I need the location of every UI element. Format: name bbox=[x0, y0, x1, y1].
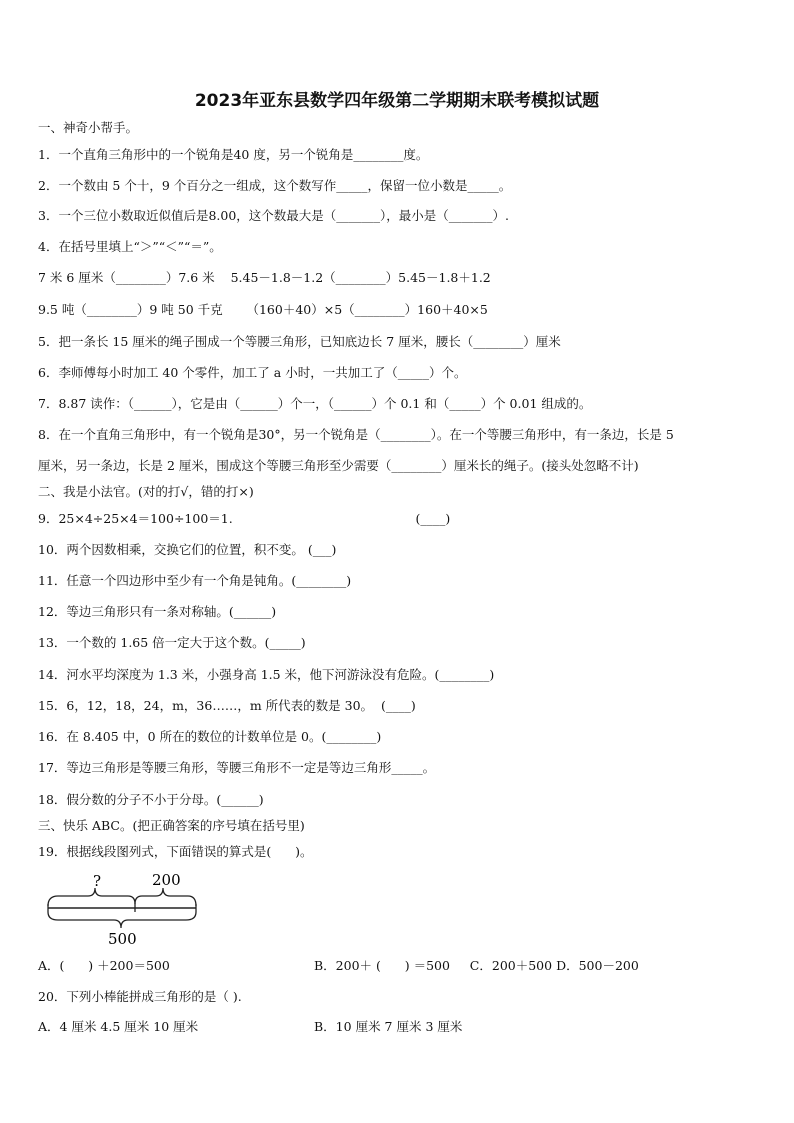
line-segment-diagram bbox=[38, 866, 208, 950]
question-4-row-1: 7 米 6 厘米（________）7.6 米 5.45－1.8－1.2（________）5.45－1.8＋1.2 bbox=[38, 270, 491, 285]
question-11: 11．任意一个四边形中至少有一个角是钝角。(________) bbox=[38, 573, 352, 588]
question-19: 19．根据线段图列式，下面错误的算式是( )。 bbox=[38, 844, 313, 859]
segment-diagram-svg bbox=[38, 866, 208, 950]
left-brace bbox=[48, 888, 135, 906]
section-heading-3: 三、快乐 ABC。(把正确答案的序号填在括号里) bbox=[38, 818, 305, 833]
diagram-question-mark: ? bbox=[93, 872, 102, 890]
question-18: 18．假分数的分子不小于分母。(______) bbox=[38, 792, 264, 807]
question-4: 4．在括号里填上“＞”“＜”“＝”。 bbox=[38, 239, 222, 254]
question-2: 2．一个数由 5 个十，9 个百分之一组成，这个数写作_____，保留一位小数是_____。 bbox=[38, 178, 512, 193]
question-17: 17．等边三角形是等腰三角形，等腰三角形不一定是等边三角形_____。 bbox=[38, 760, 436, 775]
question-4-row-2: 9.5 吨（________）9 吨 50 千克 （160＋40）×5（________）160＋40×5 bbox=[38, 302, 488, 317]
section-heading-2: 二、我是小法官。(对的打√，错的打×) bbox=[38, 484, 254, 499]
question-8-line-2: 厘米，另一条边，长是 2 厘米，围成这个等腰三角形至少需要（________）厘米长的绳子。(接头处忽略不计) bbox=[38, 458, 639, 473]
q20-option-a: A．4 厘米 4.5 厘米 10 厘米 bbox=[38, 1019, 199, 1034]
question-6: 6．李师傅每小时加工 40 个零件，加工了 a 小时，一共加工了（_____）个。 bbox=[38, 365, 467, 380]
q20-option-b: B．10 厘米 7 厘米 3 厘米 bbox=[314, 1019, 463, 1034]
question-10: 10．两个因数相乘，交换它们的位置，积不变。 (___) bbox=[38, 542, 337, 557]
question-13: 13．一个数的 1.65 倍一定大于这个数。(_____) bbox=[38, 635, 306, 650]
question-14: 14．河水平均深度为 1.3 米，小强身高 1.5 米，他下河游泳没有危险。(________) bbox=[38, 667, 495, 682]
page-title: 2023年亚东县数学四年级第二学期期末联考模拟试题 bbox=[194, 91, 600, 111]
right-brace bbox=[135, 888, 196, 906]
bottom-brace bbox=[48, 912, 196, 928]
question-8-line-1: 8．在一个直角三角形中，有一个锐角是30°，另一个锐角是（________）。在一个等腰三角形中，有一条边，长是 5 bbox=[38, 427, 674, 442]
question-15: 15．6，12，18，24，m，36……，m 所代表的数是 30。 (____) bbox=[38, 698, 416, 713]
question-5: 5．把一条长 15 厘米的绳子围成一个等腰三角形，已知底边长 7 厘米，腰长（________）厘米 bbox=[38, 334, 561, 349]
section-heading-1: 一、神奇小帮手。 bbox=[38, 120, 139, 135]
diagram-top-label: 200 bbox=[152, 871, 181, 889]
question-16: 16．在 8.405 中，0 所在的数位的计数单位是 0。(________) bbox=[38, 729, 382, 744]
question-1: 1．一个直角三角形中的一个锐角是40 度，另一个锐角是________度。 bbox=[38, 147, 429, 162]
question-3: 3．一个三位小数取近似值后是8.00，这个数最大是（_______），最小是（_______）. bbox=[38, 208, 510, 223]
q19-options-b-c-d: B．200＋ ( ) ＝500 C．200＋500 D．500－200 bbox=[314, 958, 639, 973]
question-7: 7．8.87 读作：（______），它是由（______）个一，（______）个 0.1 和（_____）个 0.01 组成的。 bbox=[38, 396, 592, 411]
question-20: 20．下列小棒能拼成三角形的是（ ). bbox=[38, 989, 242, 1004]
diagram-bottom-label: 500 bbox=[108, 930, 137, 948]
question-9: 9．25×4÷25×4＝100÷100＝1. (____) bbox=[38, 511, 451, 526]
q19-option-a: A．( ) ＋200＝500 bbox=[38, 958, 170, 973]
question-12: 12．等边三角形只有一条对称轴。(______) bbox=[38, 604, 277, 619]
